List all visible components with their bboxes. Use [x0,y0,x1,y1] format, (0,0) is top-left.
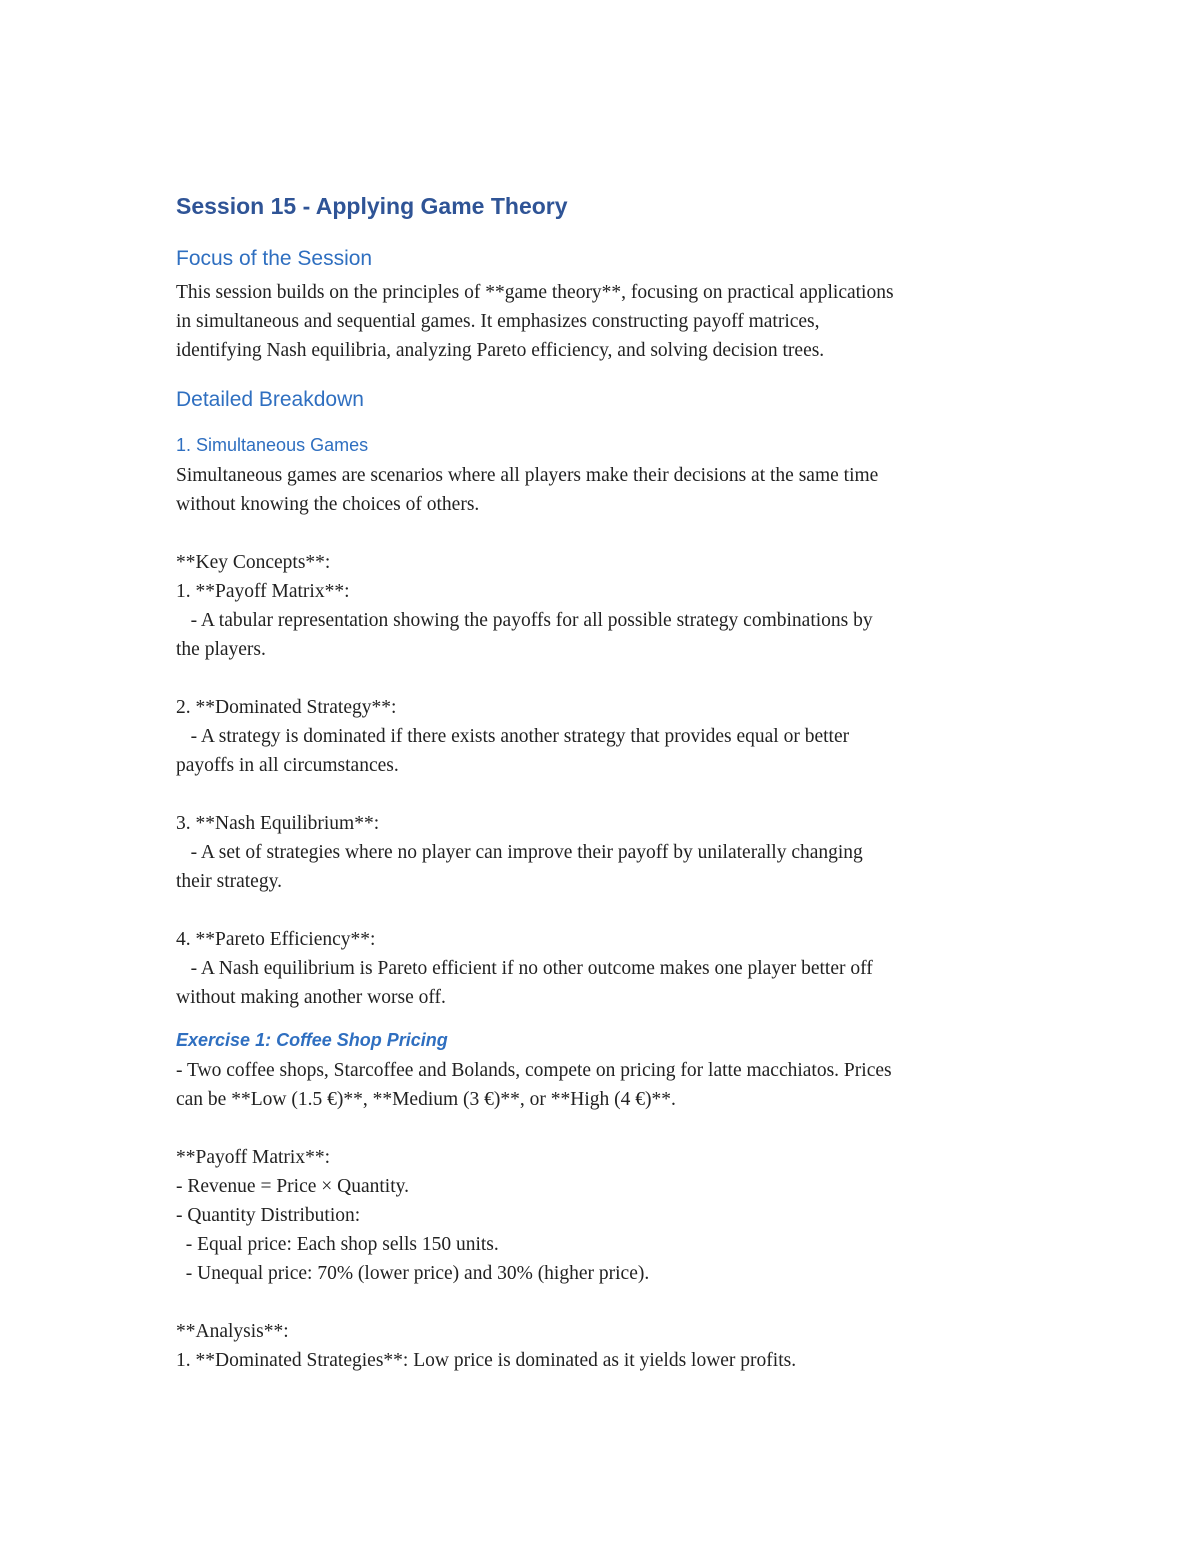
blank-line [176,1288,1036,1317]
blank-line [176,780,1036,809]
payoff-line: - Equal price: Each shop sells 150 units. [176,1234,499,1255]
concept-line: payoffs in all circumstances. [176,755,399,776]
payoff-line: - Revenue = Price × Quantity. [176,1176,410,1197]
simultaneous-intro-line: Simultaneous games are scenarios where all players make their decisions at the same time [176,465,879,486]
concept-line: - A Nash equilibrium is Pareto efficient if no other outcome makes one player better off [176,958,873,979]
concept-line: - A set of strategies where no player can improve their payoff by unilaterally changing [176,842,863,863]
concept-title: 3. **Nash Equilibrium**: [176,813,380,834]
focus-line: identifying Nash equilibria, analyzing Pareto efficiency, and solving decision trees. [176,340,825,361]
blank-line [176,896,1036,925]
simultaneous-games-heading: 1. Simultaneous Games [176,435,369,455]
analysis-label: **Analysis**: [176,1321,289,1342]
concept-line: their strategy. [176,871,282,892]
payoff-matrix-label: **Payoff Matrix**: [176,1147,331,1168]
blank-line [176,1114,1036,1143]
payoff-line: - Quantity Distribution: [176,1205,361,1226]
focus-heading: Focus of the Session [176,247,373,270]
concept-title: 4. **Pareto Efficiency**: [176,929,376,950]
simultaneous-intro-line: without knowing the choices of others. [176,494,480,515]
exercise-intro-line: - Two coffee shops, Starcoffee and Bolands, compete on pricing for latte macchiatos. Prices [176,1060,892,1081]
concept-line: - A tabular representation showing the payoffs for all possible strategy combinations by [176,610,873,631]
blank-line [176,664,1036,693]
concept-title: 2. **Dominated Strategy**: [176,697,397,718]
exercise-1-heading: Exercise 1: Coffee Shop Pricing [176,1030,448,1050]
focus-line: in simultaneous and sequential games. It emphasizes constructing payoff matrices, [176,311,820,332]
key-concepts-label: **Key Concepts**: [176,552,331,573]
document-title: Session 15 - Applying Game Theory [176,193,568,219]
analysis-line: 1. **Dominated Strategies**: Low price is dominated as it yields lower profits. [176,1350,797,1371]
concept-line: without making another worse off. [176,987,446,1008]
breakdown-heading: Detailed Breakdown [176,388,364,411]
concept-line: the players. [176,639,266,660]
exercise-intro-line: can be **Low (1.5 €)**, **Medium (3 €)**, or **High (4 €)**. [176,1089,676,1110]
focus-line: This session builds on the principles of **game theory**, focusing on practical applications [176,282,894,303]
concept-line: - A strategy is dominated if there exists another strategy that provides equal or better [176,726,850,747]
document-body [176,190,1036,1375]
payoff-line: - Unequal price: 70% (lower price) and 30% (higher price). [176,1263,650,1284]
concept-title: 1. **Payoff Matrix**: [176,581,350,602]
blank-line [176,519,1036,548]
